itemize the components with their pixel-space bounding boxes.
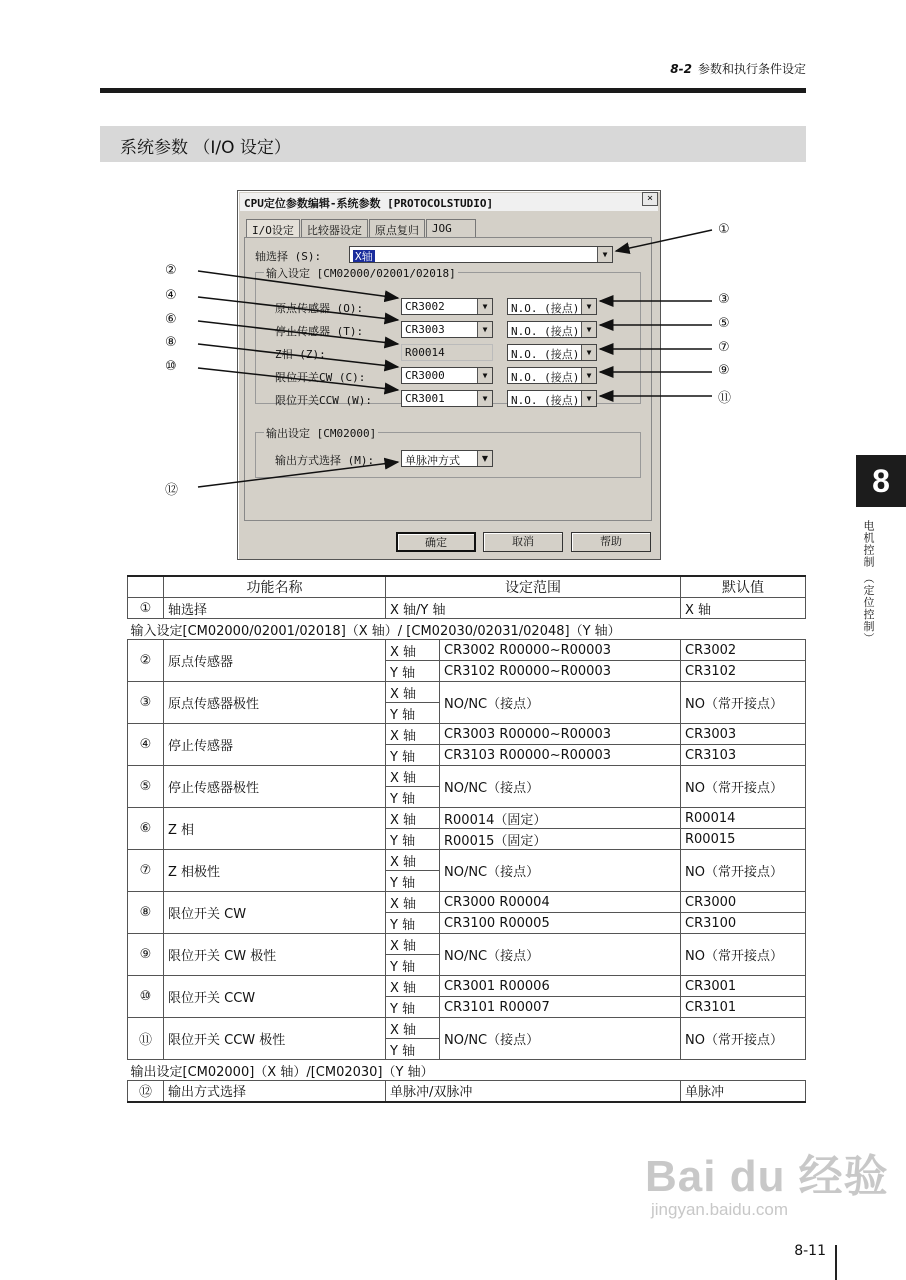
dialog-title: CPU定位参数编辑-系统参数 [PROTOCOLSTUDIO] xyxy=(240,193,658,211)
output-mode-select[interactable] xyxy=(401,450,493,467)
row-range: CR3103 R00000~R00003 xyxy=(440,745,681,766)
axis-label: 轴选择 (S): xyxy=(255,250,322,263)
tab-comparator[interactable]: 比较器设定 xyxy=(301,219,368,238)
chevron-down-icon: ▼ xyxy=(477,368,492,383)
stop-sensor-select[interactable] xyxy=(401,321,493,338)
callout-1: ① xyxy=(718,222,730,237)
chevron-down-icon: ▼ xyxy=(477,391,492,406)
callout-7: ⑦ xyxy=(718,340,730,355)
axis-cell: Y 轴 xyxy=(386,787,440,808)
watermark-url: jingyan.baidu.com xyxy=(651,1200,789,1219)
axis-cell: X 轴 xyxy=(386,808,440,829)
row-range: NO/NC（接点） xyxy=(440,682,681,724)
callout-5: ⑤ xyxy=(718,316,730,331)
row-default: CR3001 xyxy=(681,976,806,997)
header-range: 设定范围 xyxy=(386,576,681,598)
row-default: CR3103 xyxy=(681,745,806,766)
header-default: 默认值 xyxy=(681,576,806,598)
row-num: ④ xyxy=(128,724,164,766)
row-name: 原点传感器 xyxy=(164,640,386,682)
row-default: NO（常开接点） xyxy=(681,766,806,808)
axis-cell: Y 轴 xyxy=(386,703,440,724)
section-heading-band xyxy=(100,126,806,162)
table-row xyxy=(128,640,806,661)
stop-sensor-value: CR3003 xyxy=(405,323,445,336)
header-section-number: 8-2 xyxy=(670,62,692,76)
axis-cell: Y 轴 xyxy=(386,955,440,976)
output-mode-value: 单脉冲方式 xyxy=(405,454,460,467)
io-panel xyxy=(244,237,652,521)
row-default: CR3102 xyxy=(681,661,806,682)
chevron-down-icon: ▼ xyxy=(581,391,596,406)
chevron-down-icon: ▼ xyxy=(581,345,596,360)
row-range: CR3002 R00000~R00003 xyxy=(440,640,681,661)
limit-ccw-value: CR3001 xyxy=(405,392,445,405)
chevron-down-icon: ▼ xyxy=(597,247,612,262)
axis-cell: X 轴 xyxy=(386,892,440,913)
callout-3: ③ xyxy=(718,292,730,307)
home-sensor-value: CR3002 xyxy=(405,300,445,313)
z-phase-polarity-value: N.O. (接点) xyxy=(511,348,580,361)
output-group-title: 输出设定 [CM02000] xyxy=(266,427,377,440)
tab-strip xyxy=(246,219,477,238)
row-name: 限位开关 CCW 极性 xyxy=(164,1018,386,1060)
axis-cell: X 轴 xyxy=(386,640,440,661)
callout-2: ② xyxy=(165,263,177,278)
row-default: CR3002 xyxy=(681,640,806,661)
stop-sensor-polarity-value: N.O. (接点) xyxy=(511,325,580,338)
axis-cell: Y 轴 xyxy=(386,1039,440,1060)
row-num: ⑧ xyxy=(128,892,164,934)
tab-jog[interactable]: JOG xyxy=(426,219,476,238)
row-default: NO（常开接点） xyxy=(681,1018,806,1060)
table-row xyxy=(128,892,806,913)
row-name: 限位开关 CW xyxy=(164,892,386,934)
input-group-title: 输入设定 [CM02000/02001/02018] xyxy=(266,267,456,280)
callout-4: ④ xyxy=(165,288,177,303)
limit-cw-value: CR3000 xyxy=(405,369,445,382)
row-name: 停止传感器极性 xyxy=(164,766,386,808)
callout-6: ⑥ xyxy=(165,312,177,327)
callout-9: ⑨ xyxy=(718,363,730,378)
row-num: ③ xyxy=(128,682,164,724)
table-band-row xyxy=(128,1060,806,1081)
row-num: ⑨ xyxy=(128,934,164,976)
row-name: Z 相极性 xyxy=(164,850,386,892)
home-sensor-select[interactable] xyxy=(401,298,493,315)
row-num: ⑪ xyxy=(128,1018,164,1060)
axis-cell: X 轴 xyxy=(386,934,440,955)
axis-cell: Y 轴 xyxy=(386,871,440,892)
table-band-row xyxy=(128,619,806,640)
row-name: 停止传感器 xyxy=(164,724,386,766)
row-default: X 轴 xyxy=(681,598,806,619)
page-number-rule xyxy=(835,1245,837,1280)
table-row xyxy=(128,598,806,619)
z-phase-polarity-select[interactable] xyxy=(507,344,597,361)
table-row xyxy=(128,976,806,997)
callout-10: ⑩ xyxy=(165,359,177,374)
row-range: R00014（固定） xyxy=(440,808,681,829)
row-name: 输出方式选择 xyxy=(164,1081,386,1102)
limit-cw-polarity-value: N.O. (接点) xyxy=(511,371,580,384)
chapter-side-title: 电机控制 （定位控制） xyxy=(862,520,875,645)
row-default: R00015 xyxy=(681,829,806,850)
header-rule xyxy=(100,88,806,93)
limit-cw-select[interactable] xyxy=(401,367,493,384)
row-name: 限位开关 CW 极性 xyxy=(164,934,386,976)
row-range: NO/NC（接点） xyxy=(440,850,681,892)
chevron-down-icon: ▼ xyxy=(581,322,596,337)
table-row xyxy=(128,766,806,787)
table-row xyxy=(128,1018,806,1039)
row-default: NO（常开接点） xyxy=(681,934,806,976)
stop-sensor-polarity-select[interactable] xyxy=(507,321,597,338)
limit-ccw-select[interactable] xyxy=(401,390,493,407)
chapter-tab: 8 xyxy=(856,455,906,507)
row-range: 单脉冲/双脉冲 xyxy=(386,1081,681,1102)
z-phase-label: Z相 (Z): xyxy=(275,348,326,361)
axis-cell: Y 轴 xyxy=(386,997,440,1018)
row-range: NO/NC（接点） xyxy=(440,766,681,808)
row-default: CR3101 xyxy=(681,997,806,1018)
limit-ccw-polarity-value: N.O. (接点) xyxy=(511,394,580,407)
chevron-down-icon: ▼ xyxy=(477,451,492,466)
axis-cell: X 轴 xyxy=(386,850,440,871)
row-num: ⑫ xyxy=(128,1081,164,1102)
tab-io[interactable]: I/O设定 xyxy=(246,219,300,238)
limit-ccw-label: 限位开关CCW (W): xyxy=(275,394,372,407)
row-range: X 轴/Y 轴 xyxy=(386,598,681,619)
row-default: NO（常开接点） xyxy=(681,850,806,892)
limit-cw-label: 限位开关CW (C): xyxy=(275,371,366,384)
row-default: CR3000 xyxy=(681,892,806,913)
callout-11: ⑪ xyxy=(718,391,732,406)
row-default: NO（常开接点） xyxy=(681,682,806,724)
table-row xyxy=(128,682,806,703)
row-num: ① xyxy=(128,598,164,619)
axis-cell: Y 轴 xyxy=(386,745,440,766)
row-name: 轴选择 xyxy=(164,598,386,619)
input-band-label: 输入设定[CM02000/02001/02018]（X 轴）/ [CM02030/02031/02048]（Y 轴） xyxy=(128,619,806,640)
axis-select[interactable] xyxy=(349,246,613,263)
row-range: CR3000 R00004 xyxy=(440,892,681,913)
row-num: ⑥ xyxy=(128,808,164,850)
row-num: ⑤ xyxy=(128,766,164,808)
running-header xyxy=(670,60,806,77)
cancel-button[interactable]: 取消 xyxy=(483,532,563,552)
table-row xyxy=(128,808,806,829)
output-mode-label: 输出方式选择 (M): xyxy=(275,454,375,467)
axis-cell: X 轴 xyxy=(386,724,440,745)
row-range: CR3001 R00006 xyxy=(440,976,681,997)
table-row xyxy=(128,1081,806,1102)
row-name: 原点传感器极性 xyxy=(164,682,386,724)
row-name: 限位开关 CCW xyxy=(164,976,386,1018)
chevron-down-icon: ▼ xyxy=(477,299,492,314)
row-range: NO/NC（接点） xyxy=(440,1018,681,1060)
row-range: CR3102 R00000~R00003 xyxy=(440,661,681,682)
table-row xyxy=(128,724,806,745)
row-range: CR3100 R00005 xyxy=(440,913,681,934)
row-default: R00014 xyxy=(681,808,806,829)
callout-8: ⑧ xyxy=(165,335,177,350)
chevron-down-icon: ▼ xyxy=(581,368,596,383)
section-heading: 系统参数 （I/O 设定） xyxy=(120,138,291,158)
io-parameter-table xyxy=(127,575,806,1103)
home-sensor-polarity-value: N.O. (接点) xyxy=(511,302,580,315)
watermark xyxy=(645,1140,889,1220)
table-header-row xyxy=(128,576,806,598)
help-button[interactable]: 帮助 xyxy=(571,532,651,552)
axis-cell: X 轴 xyxy=(386,1018,440,1039)
axis-cell: Y 轴 xyxy=(386,661,440,682)
row-default: CR3100 xyxy=(681,913,806,934)
axis-select-value: X轴 xyxy=(355,250,373,263)
row-name: Z 相 xyxy=(164,808,386,850)
row-range: CR3003 R00000~R00003 xyxy=(440,724,681,745)
watermark-brand: Bai du 经验 xyxy=(645,1152,889,1201)
tab-homing[interactable]: 原点复归 xyxy=(369,219,425,238)
row-range: CR3101 R00007 xyxy=(440,997,681,1018)
callout-12: ⑫ xyxy=(165,483,179,498)
home-sensor-polarity-select[interactable] xyxy=(507,298,597,315)
row-range: R00015（固定） xyxy=(440,829,681,850)
stop-sensor-label: 停止传感器 (T): xyxy=(275,325,364,338)
header-section-title: 参数和执行条件设定 xyxy=(697,62,806,76)
table-row xyxy=(128,850,806,871)
row-num: ⑩ xyxy=(128,976,164,1018)
close-icon[interactable]: × xyxy=(642,192,658,206)
page-number: 8-11 xyxy=(794,1243,826,1259)
z-phase-value: R00014 xyxy=(401,344,493,361)
output-band-label: 输出设定[CM02000]（X 轴）/[CM02030]（Y 轴） xyxy=(128,1060,806,1081)
row-range: NO/NC（接点） xyxy=(440,934,681,976)
chevron-down-icon: ▼ xyxy=(477,322,492,337)
row-num: ② xyxy=(128,640,164,682)
limit-ccw-polarity-select[interactable] xyxy=(507,390,597,407)
header-function: 功能名称 xyxy=(164,576,386,598)
table-row xyxy=(128,934,806,955)
row-default: CR3003 xyxy=(681,724,806,745)
home-sensor-label: 原点传感器 (O): xyxy=(275,302,364,315)
limit-cw-polarity-select[interactable] xyxy=(507,367,597,384)
row-default: 单脉冲 xyxy=(681,1081,806,1102)
axis-cell: Y 轴 xyxy=(386,913,440,934)
axis-cell: X 轴 xyxy=(386,682,440,703)
ok-button[interactable]: 确定 xyxy=(396,532,476,552)
axis-cell: X 轴 xyxy=(386,976,440,997)
header-num xyxy=(128,576,164,598)
chevron-down-icon: ▼ xyxy=(581,299,596,314)
axis-cell: X 轴 xyxy=(386,766,440,787)
axis-cell: Y 轴 xyxy=(386,829,440,850)
parameter-dialog xyxy=(237,190,661,560)
row-num: ⑦ xyxy=(128,850,164,892)
